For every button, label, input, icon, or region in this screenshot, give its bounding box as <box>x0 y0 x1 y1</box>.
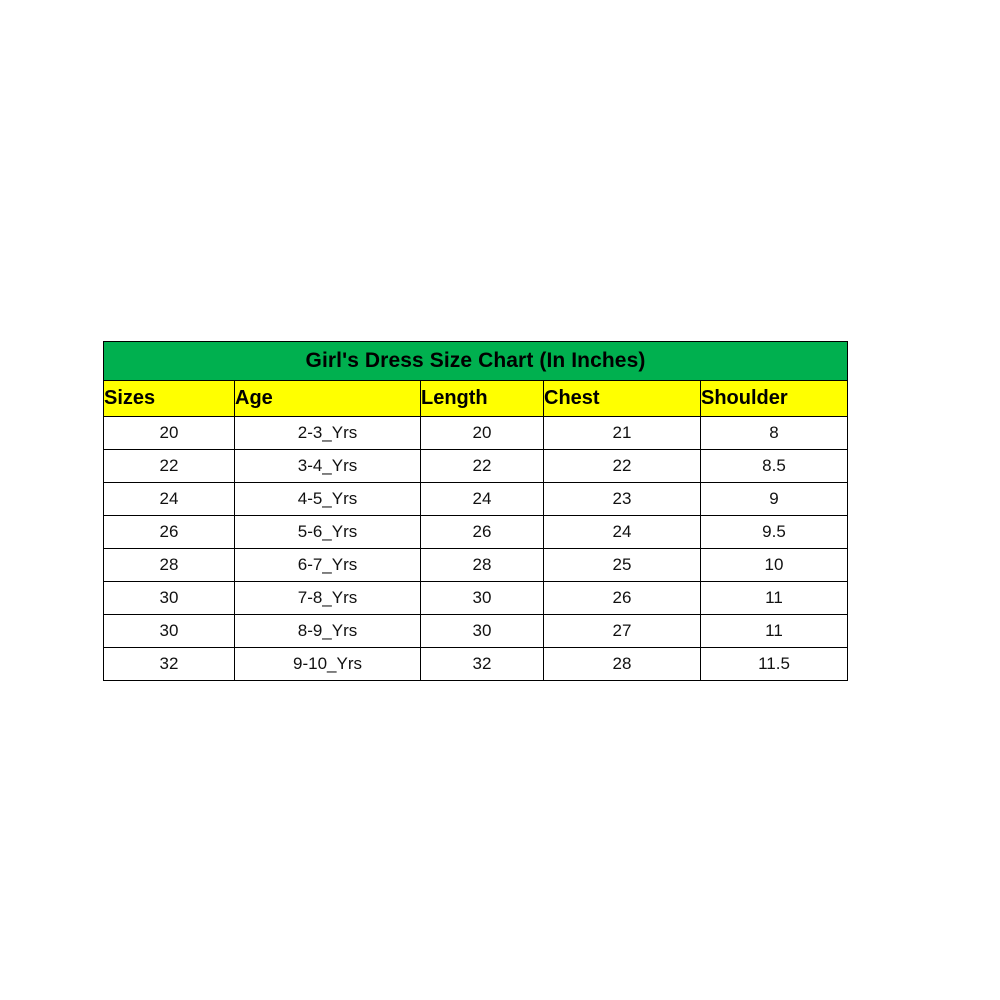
table-row <box>104 417 848 450</box>
table-row <box>104 648 848 681</box>
cell-length: 32 <box>421 648 544 681</box>
cell-shoulder: 11 <box>701 582 848 615</box>
cell-age: 3-4_Yrs <box>235 450 421 483</box>
cell-shoulder: 9 <box>701 483 848 516</box>
column-header-chest: Chest <box>544 381 701 417</box>
table-row <box>104 615 848 648</box>
cell-sizes: 30 <box>104 582 235 615</box>
cell-length: 24 <box>421 483 544 516</box>
cell-length: 30 <box>421 615 544 648</box>
cell-chest: 21 <box>544 417 701 450</box>
cell-age: 4-5_Yrs <box>235 483 421 516</box>
cell-sizes: 30 <box>104 615 235 648</box>
cell-shoulder: 8 <box>701 417 848 450</box>
table-row <box>104 516 848 549</box>
table-row <box>104 549 848 582</box>
cell-length: 20 <box>421 417 544 450</box>
column-header-length: Length <box>421 381 544 417</box>
column-header-sizes: Sizes <box>104 381 235 417</box>
cell-sizes: 26 <box>104 516 235 549</box>
cell-age: 5-6_Yrs <box>235 516 421 549</box>
column-header-age: Age <box>235 381 421 417</box>
cell-length: 22 <box>421 450 544 483</box>
cell-sizes: 20 <box>104 417 235 450</box>
table-row <box>104 582 848 615</box>
chart-title-row <box>104 342 848 381</box>
table-row <box>104 483 848 516</box>
cell-chest: 27 <box>544 615 701 648</box>
cell-chest: 28 <box>544 648 701 681</box>
cell-chest: 25 <box>544 549 701 582</box>
cell-age: 9-10_Yrs <box>235 648 421 681</box>
cell-length: 30 <box>421 582 544 615</box>
size-chart-container <box>103 341 847 681</box>
size-chart-table <box>103 341 848 681</box>
cell-chest: 22 <box>544 450 701 483</box>
chart-title: Girl's Dress Size Chart (In Inches) <box>104 342 848 381</box>
cell-age: 8-9_Yrs <box>235 615 421 648</box>
cell-age: 7-8_Yrs <box>235 582 421 615</box>
cell-chest: 24 <box>544 516 701 549</box>
table-row <box>104 450 848 483</box>
cell-shoulder: 11.5 <box>701 648 848 681</box>
cell-shoulder: 10 <box>701 549 848 582</box>
cell-chest: 26 <box>544 582 701 615</box>
cell-sizes: 32 <box>104 648 235 681</box>
cell-sizes: 22 <box>104 450 235 483</box>
cell-age: 2-3_Yrs <box>235 417 421 450</box>
cell-chest: 23 <box>544 483 701 516</box>
cell-sizes: 28 <box>104 549 235 582</box>
column-header-shoulder: Shoulder <box>701 381 848 417</box>
cell-length: 28 <box>421 549 544 582</box>
cell-shoulder: 8.5 <box>701 450 848 483</box>
cell-age: 6-7_Yrs <box>235 549 421 582</box>
cell-shoulder: 9.5 <box>701 516 848 549</box>
cell-sizes: 24 <box>104 483 235 516</box>
cell-shoulder: 11 <box>701 615 848 648</box>
table-header-row <box>104 381 848 417</box>
cell-length: 26 <box>421 516 544 549</box>
